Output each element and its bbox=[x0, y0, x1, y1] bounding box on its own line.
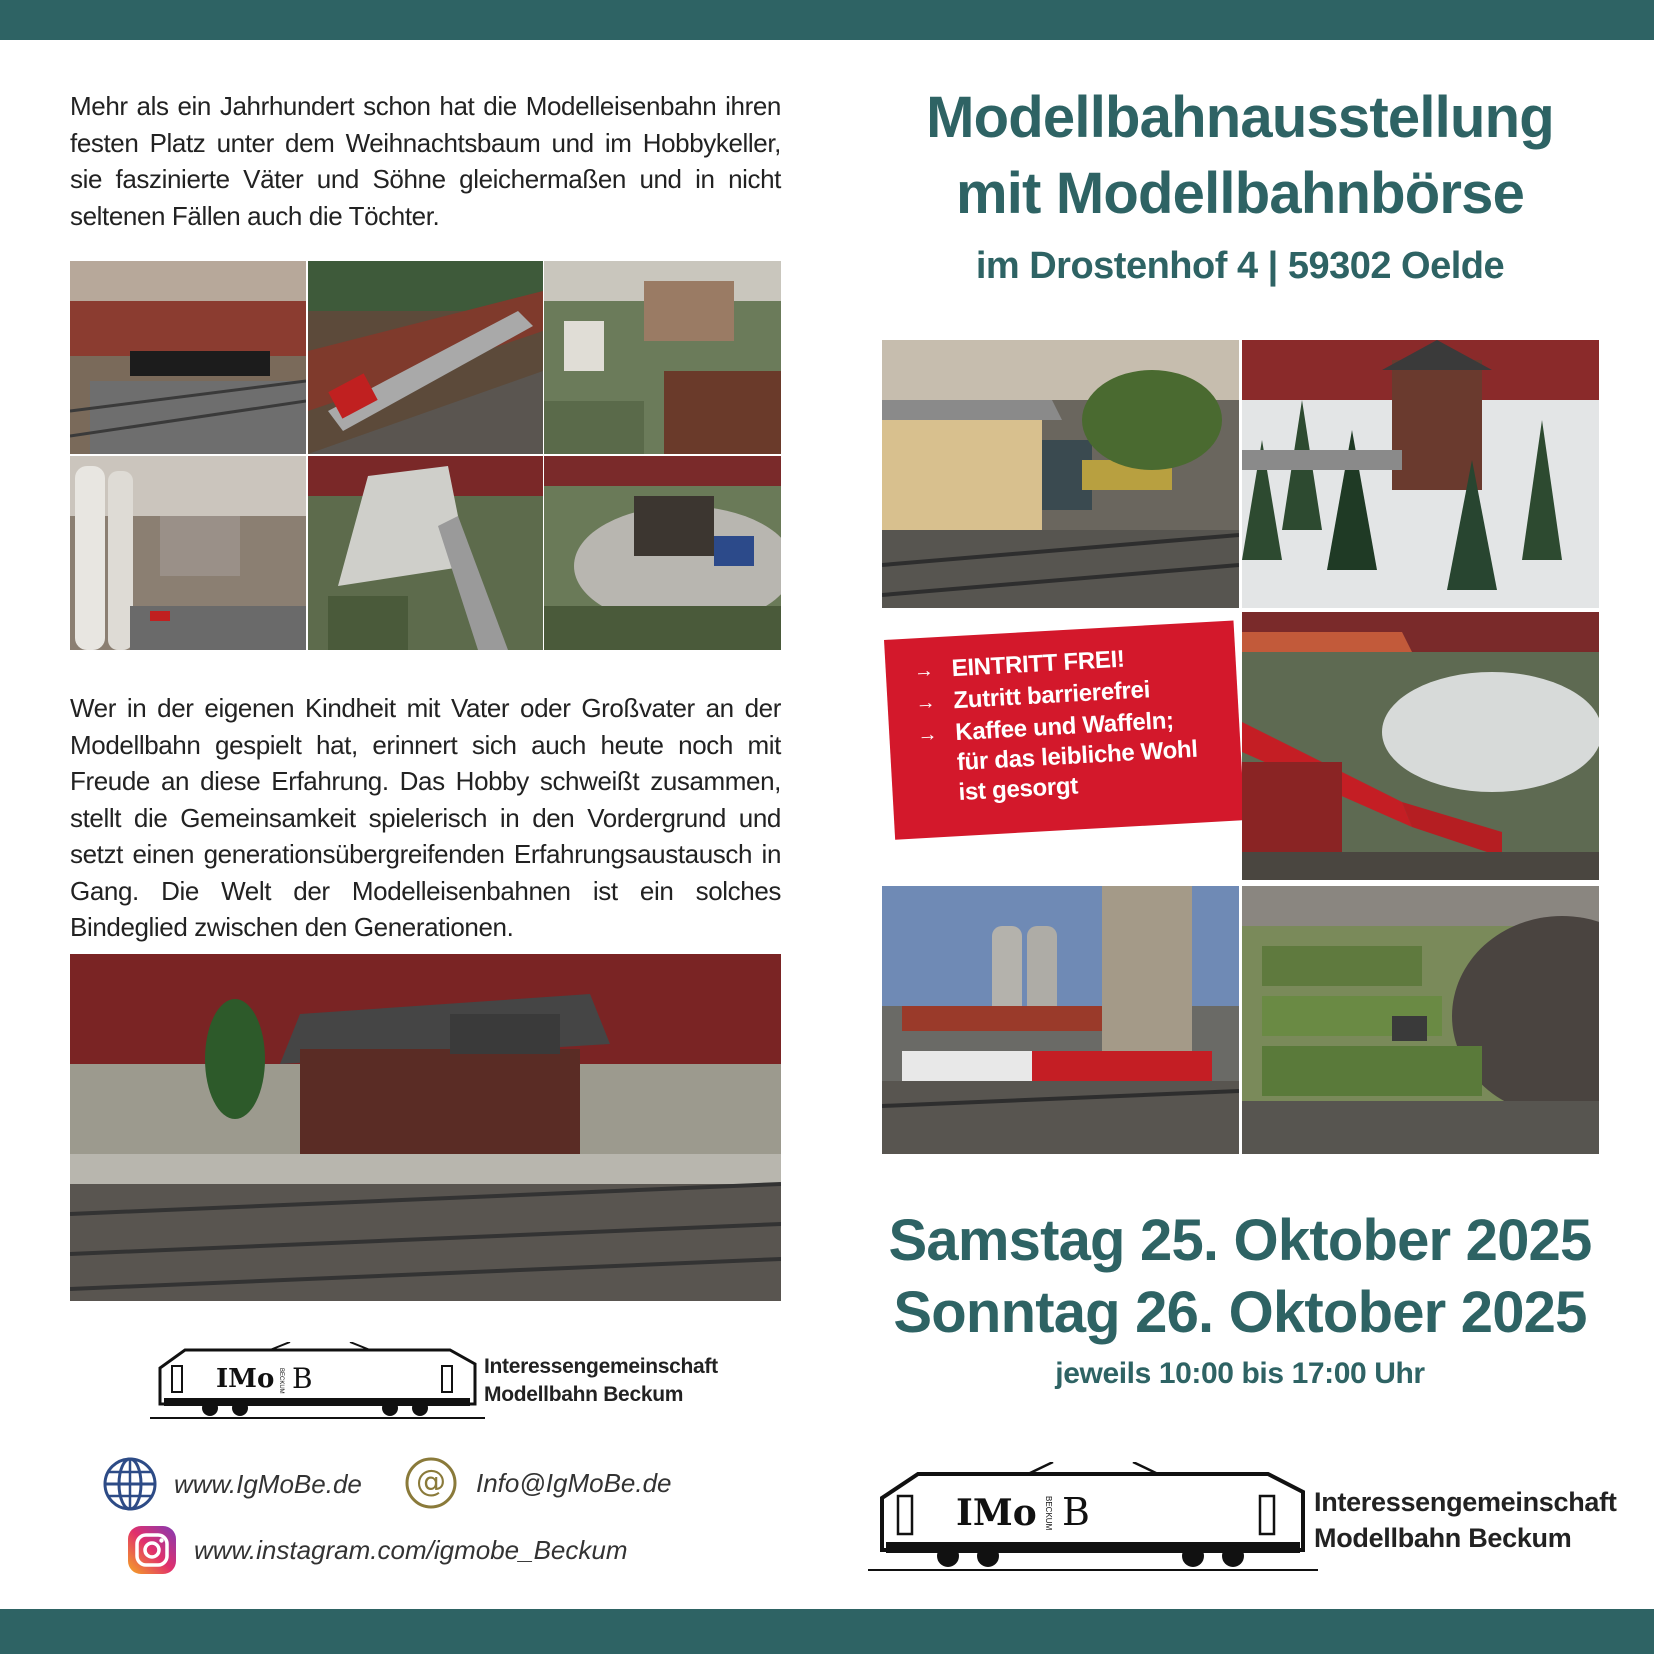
at-symbol: @ bbox=[416, 1464, 446, 1499]
station-photo bbox=[70, 954, 781, 1301]
arrow-icon: → bbox=[916, 723, 938, 747]
arrow-icon: → bbox=[914, 691, 936, 715]
winter-photo bbox=[1242, 340, 1599, 608]
body-paragraph: Wer in der eigenen Kindheit mit Vater oder Großvater an der Modellbahn gespielt hat, erinnert sich auch heute noch mit Freude an diese Erfahrung. Das Hobby schweißt zusammen, stellt die Gemeinsamkeit spielerisch in den Vordergrund und setzt einen generationsübergreifenden Erfahrungsaustausch in Gang. Die Welt der Modelleisenbahnen ist ein solches Bindeglied zwischen den Generationen. bbox=[70, 693, 781, 942]
event-title-line2: mit Modellbahnbörse bbox=[955, 161, 1525, 226]
org-name-line1: Interessengemeinschaft bbox=[1314, 1487, 1617, 1517]
logo-text-large: IMo bbox=[956, 1492, 1037, 1534]
website-link[interactable]: www.IgMoBe.de bbox=[174, 1468, 362, 1499]
highlight-item: → EINTRITT FREI! bbox=[913, 639, 1226, 686]
bottom-band bbox=[0, 1609, 1654, 1654]
highlight-item: → Zutritt barrierefrei bbox=[915, 671, 1228, 718]
club-logo-large bbox=[868, 1462, 1318, 1574]
instagram-link[interactable]: www.instagram.com/igmobe_Beckum bbox=[194, 1534, 628, 1565]
layout-photo-4 bbox=[70, 456, 306, 650]
event-date-sunday: Sonntag 26. Oktober 2025 bbox=[893, 1280, 1587, 1345]
layout-photo-1 bbox=[70, 261, 306, 454]
gardens-photo bbox=[1242, 886, 1599, 1154]
org-name-line2: Modellbahn Beckum bbox=[484, 1383, 684, 1406]
highlights-banner bbox=[884, 620, 1245, 839]
logo-letter: B bbox=[292, 1362, 313, 1395]
shunter-photo bbox=[882, 340, 1239, 608]
instagram-icon bbox=[126, 1524, 178, 1576]
logo-text: IMo bbox=[216, 1364, 275, 1394]
event-date-saturday: Samstag 25. Oktober 2025 bbox=[888, 1208, 1592, 1273]
event-hours: jeweils 10:00 bis 17:00 Uhr bbox=[1055, 1357, 1425, 1390]
layout-photo-6 bbox=[544, 456, 781, 650]
logo-letter-large: B bbox=[1062, 1490, 1090, 1534]
red-train-photo bbox=[1242, 612, 1599, 880]
event-address: im Drostenhof 4 | 59302 Oelde bbox=[975, 245, 1505, 287]
event-title-line1: Modellbahnausstellung bbox=[926, 85, 1554, 150]
logo-small-text-large: BECKUM bbox=[1044, 1496, 1053, 1531]
layout-photo-5 bbox=[308, 456, 543, 650]
cement-works-photo bbox=[882, 886, 1239, 1154]
website-contact[interactable] bbox=[102, 1456, 362, 1512]
email-contact[interactable] bbox=[404, 1456, 672, 1510]
email-link[interactable]: Info@IgMoBe.de bbox=[476, 1467, 672, 1498]
intro-paragraph: Mehr als ein Jahrhundert schon hat die Modelleisenbahn ihren festen Platz unter dem Weihnachtsbaum und im Hobbykeller, sie faszinierte Väter und Söhne gleichermaßen und in nicht seltenen Fällen auch die Töchter. bbox=[70, 91, 781, 231]
layout-photo-3 bbox=[544, 261, 781, 454]
layout-photo-2 bbox=[308, 261, 543, 454]
highlight-item: → Kaffee und Waffeln; für das leibliche Wohl ist gesorgt bbox=[916, 706, 1199, 807]
arrow-icon: → bbox=[913, 659, 935, 683]
org-name-left bbox=[484, 1353, 718, 1409]
globe-icon bbox=[102, 1456, 158, 1512]
org-name-line1: Interessengemeinschaft bbox=[484, 1355, 718, 1378]
top-band bbox=[0, 0, 1654, 40]
at-icon bbox=[404, 1456, 458, 1510]
club-logo bbox=[150, 1342, 485, 1420]
org-name-line2: Modellbahn Beckum bbox=[1314, 1523, 1572, 1553]
org-name-right bbox=[1314, 1484, 1617, 1556]
logo-small-text: BECKUM bbox=[278, 1368, 284, 1394]
instagram-contact[interactable] bbox=[126, 1524, 628, 1576]
